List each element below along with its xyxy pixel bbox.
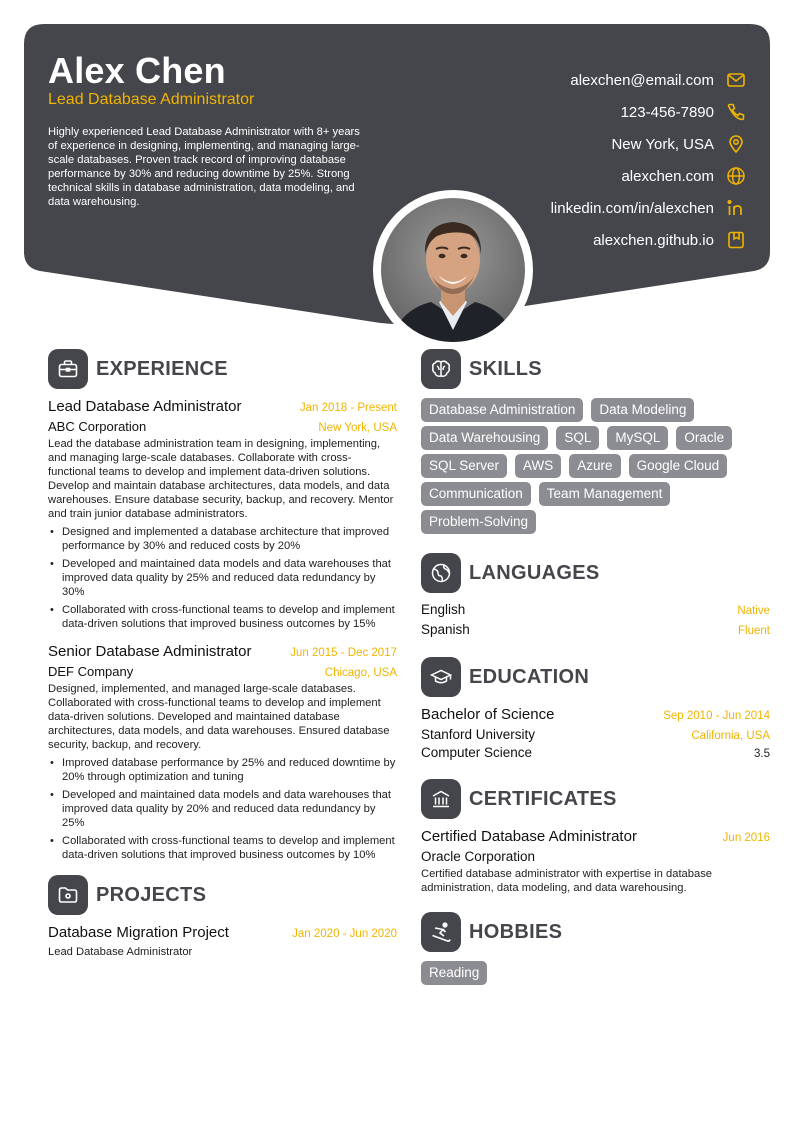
project-role: Lead Database Administrator — [48, 946, 193, 958]
skill-tag: Database Administration — [421, 398, 583, 422]
skill-tag: AWS — [515, 454, 561, 478]
skills-tags — [421, 398, 770, 534]
education-title: EDUCATION — [469, 665, 590, 688]
bookmark-icon — [726, 230, 746, 250]
job-achievements — [48, 756, 397, 862]
language-globe-icon — [421, 553, 461, 593]
job-company: DEF Company — [48, 664, 134, 679]
language-level: Fluent — [738, 625, 770, 637]
language-row — [421, 602, 770, 622]
skiing-icon — [421, 912, 461, 952]
contact-location — [426, 128, 746, 160]
job-date: Jan 2018 - Present — [299, 402, 397, 414]
education-header — [421, 656, 770, 698]
contact-github-text[interactable]: alexchen.github.io — [593, 231, 714, 249]
contact-phone[interactable] — [426, 96, 746, 128]
certificate-description: Certified database administrator with expertise in database administration, data modeling, and data warehousing. — [421, 868, 713, 894]
certificates-section — [421, 778, 770, 895]
certificate-name: Certified Database Administrator — [421, 828, 637, 845]
achievement-item: • Collaborated with cross-functional teams to develop and implement data-driven solutions that improved business outcomes by 15% — [48, 603, 397, 631]
certificate-date: Jun 2016 — [722, 832, 770, 844]
skill-tag: Data Warehousing — [421, 426, 548, 450]
experience-header — [48, 348, 397, 390]
achievement-item: • Designed and implemented a database architecture that improved performance by 30% and reduced costs by 20% — [48, 525, 397, 553]
job-title: Lead Database Administrator — [48, 398, 242, 415]
languages-title: LANGUAGES — [469, 561, 600, 584]
project-date: Jan 2020 - Jun 2020 — [292, 928, 397, 940]
skills-section — [421, 348, 770, 534]
job-location: Chicago, USA — [324, 667, 397, 679]
education-date: Sep 2010 - Jun 2014 — [663, 710, 770, 722]
contact-location-text: New York, USA — [611, 135, 714, 153]
contact-email-text[interactable]: alexchen@email.com — [570, 71, 714, 89]
contact-website-text[interactable]: alexchen.com — [621, 167, 714, 185]
language-name: Spanish — [421, 622, 470, 637]
education-location: California, USA — [691, 730, 770, 742]
projects-title: PROJECTS — [96, 883, 207, 906]
profile-summary: Highly experienced Lead Database Administrator with 8+ years of experience in designing, implementing, and managing large-scale databases. Proven track record of improving database performance by 30% and reducing downtime by 25%. Strong technical skills in database administration, data modeling, and data warehousing. — [48, 126, 360, 208]
experience-title: EXPERIENCE — [96, 357, 228, 380]
projects-header — [48, 874, 397, 916]
skills-header — [421, 348, 770, 390]
skill-tag: SQL — [556, 426, 599, 450]
location-pin-icon — [726, 134, 746, 154]
brain-icon — [421, 349, 461, 389]
projects-section — [48, 874, 397, 959]
resume-header — [0, 0, 794, 345]
skill-tag: Problem-Solving — [421, 510, 536, 534]
certificate-issuer: Oracle Corporation — [421, 849, 536, 864]
globe-icon — [726, 166, 746, 186]
contact-website[interactable] — [426, 160, 746, 192]
candidate-title: Lead Database Administrator — [48, 91, 255, 108]
graduation-cap-icon — [421, 657, 461, 697]
skill-tag: Data Modeling — [591, 398, 694, 422]
job-date: Jun 2015 - Dec 2017 — [290, 647, 397, 659]
profile-photo — [381, 198, 525, 342]
certificates-title: CERTIFICATES — [469, 787, 617, 810]
contact-linkedin-text[interactable]: linkedin.com/in/alexchen — [550, 199, 714, 217]
right-column — [421, 348, 770, 999]
languages-header — [421, 552, 770, 594]
education-section — [421, 656, 770, 760]
job-company: ABC Corporation — [48, 419, 147, 434]
language-row — [421, 622, 770, 642]
education-field: Computer Science — [421, 745, 533, 760]
phone-icon — [726, 102, 746, 122]
achievement-item: • Developed and maintained data models and data warehouses that improved data quality by 25% and reduced data redundancy by 30% — [48, 557, 397, 599]
job-title: Senior Database Administrator — [48, 643, 252, 660]
language-level: Native — [737, 605, 770, 617]
institution-icon — [421, 779, 461, 819]
project-name: Database Migration Project — [48, 924, 229, 941]
contact-email[interactable] — [426, 64, 746, 96]
job-description: Designed, implemented, and managed large-scale databases. Collaborated with cross-functional teams to develop and implement data-driven solutions. Developed and maintained database architectures, data models, and data warehouses. Ensured database security, backup, and recovery. — [48, 683, 390, 751]
hobbies-section — [421, 911, 770, 985]
linkedin-icon — [726, 198, 746, 218]
experience-section — [48, 348, 397, 862]
folder-icon — [48, 875, 88, 915]
candidate-name: Alex Chen — [48, 50, 226, 91]
achievement-item: • Collaborated with cross-functional teams to develop and implement data-driven solutions that improved business outcomes by 10% — [48, 834, 397, 862]
skill-tag: Google Cloud — [629, 454, 728, 478]
language-name: English — [421, 602, 466, 617]
hobbies-header — [421, 911, 770, 953]
job-location: New York, USA — [318, 422, 397, 434]
job-description: Lead the database administration team in designing, implementing, and managing large-scale databases. Collaborate with cross-functional teams to develop and implement data-driven solutions. Develop and maintain database architectures, data models, and data warehouses. Ensure database security, backup, and recovery. Mentor and train junior database administrators. — [48, 438, 394, 520]
skill-tag: Azure — [569, 454, 620, 478]
education-school: Stanford University — [421, 727, 536, 742]
left-column — [48, 348, 397, 971]
skill-tag: Communication — [421, 482, 531, 506]
skill-tag: Oracle — [676, 426, 732, 450]
education-gpa: 3.5 — [754, 748, 770, 760]
hobbies-title: HOBBIES — [469, 920, 563, 943]
experience-entry — [48, 643, 397, 862]
certificates-header — [421, 778, 770, 820]
hobbies-tags — [421, 961, 770, 985]
experience-entry — [48, 398, 397, 631]
hobby-tag: Reading — [421, 961, 487, 985]
skills-title: SKILLS — [469, 357, 542, 380]
skill-tag: MySQL — [607, 426, 668, 450]
skill-tag: Team Management — [539, 482, 671, 506]
languages-section — [421, 552, 770, 642]
contact-phone-text[interactable]: 123-456-7890 — [620, 103, 714, 121]
achievement-item: • Developed and maintained data models and data warehouses that improved data quality by 20% and reduced data redundancy by 25% — [48, 788, 397, 830]
achievement-item: • Improved database performance by 25% and reduced downtime by 20% through optimization and tuning — [48, 756, 397, 784]
skill-tag: SQL Server — [421, 454, 507, 478]
mail-icon — [726, 70, 746, 90]
project-entry — [48, 924, 397, 959]
education-degree: Bachelor of Science — [421, 706, 555, 723]
job-achievements — [48, 525, 397, 631]
briefcase-icon — [48, 349, 88, 389]
